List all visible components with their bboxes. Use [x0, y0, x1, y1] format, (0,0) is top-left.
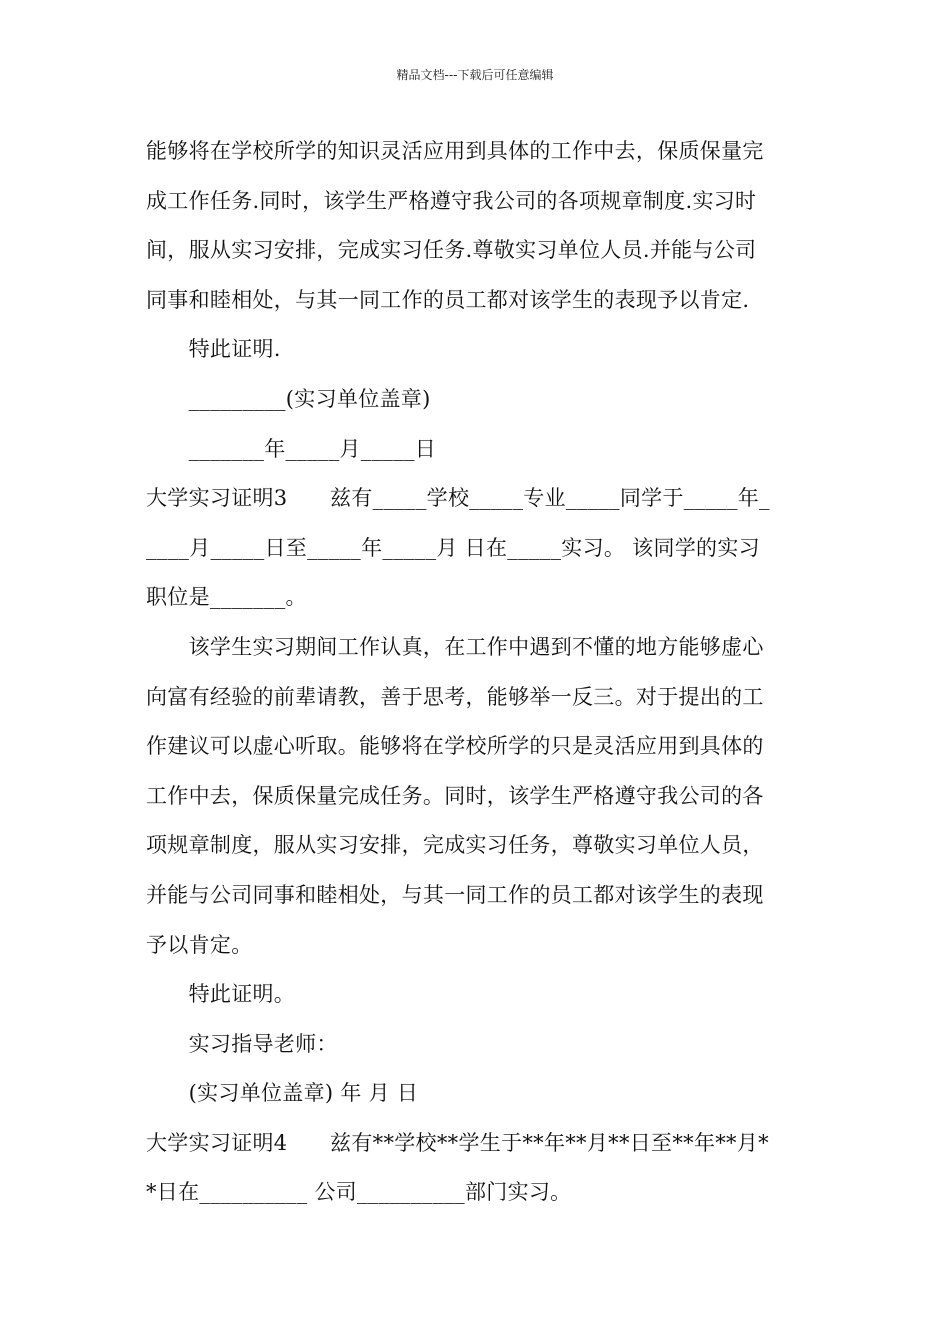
text-line: 并能与公司同事和睦相处，与其一同工作的员工都对该学生的表现	[146, 882, 764, 907]
text-line: 能够将在学校所学的知识灵活应用到具体的工作中去，保质保量完	[146, 139, 764, 163]
page-header: 精品文档---下载后可任意编辑	[396, 68, 554, 82]
text-line: 间，服从实习安排，完成实习任务.尊敬实习单位人员.并能与公司	[146, 238, 757, 263]
seal-line: _________(实习单位盖章)	[146, 386, 431, 411]
date-line: _______年_____月_____日	[146, 436, 437, 461]
closing-line: 特此证明。	[146, 982, 296, 1007]
section-heading-line: 大学实习证明4 兹有**学校**学生于**年**月**日至**年**月*	[146, 1130, 769, 1155]
text-line: 成工作任务.同时，该学生严格遵守我公司的各项规章制度.实习时	[146, 188, 757, 213]
text-line: 该学生实习期间工作认真，在工作中遇到不懂的地方能够虚心	[146, 634, 764, 659]
text-line: 向富有经验的前辈请教，善于思考，能够举一反三。对于提出的工	[146, 684, 764, 709]
text-line: 职位是_______。	[146, 585, 307, 610]
text-line: 项规章制度，服从实习安排，完成实习任务，尊敬实习单位人员，	[146, 833, 764, 858]
seal-date-line: (实习单位盖章) 年 月 日	[146, 1081, 419, 1106]
document-body	[146, 127, 808, 1218]
section-heading-line: 大学实习证明3 兹有_____学校_____专业_____同学于_____年_	[146, 486, 770, 511]
text-line: 同事和睦相处，与其一同工作的员工都对该学生的表现予以肯定.	[146, 287, 750, 312]
advisor-line: 实习指导老师：	[146, 1031, 338, 1056]
text-line: ____月_____日至_____年_____月 日在_____实习。 该同学的实习	[146, 535, 760, 560]
closing-line: 特此证明.	[146, 337, 281, 362]
text-line: *日在__________ 公司__________部门实习。	[146, 1180, 572, 1205]
text-line: 作建议可以虚心听取。能够将在学校所学的只是灵活应用到具体的	[146, 734, 764, 759]
text-line: 予以肯定。	[146, 932, 253, 957]
text-line: 工作中去，保质保量完成任务。同时，该学生严格遵守我公司的各	[146, 783, 764, 808]
